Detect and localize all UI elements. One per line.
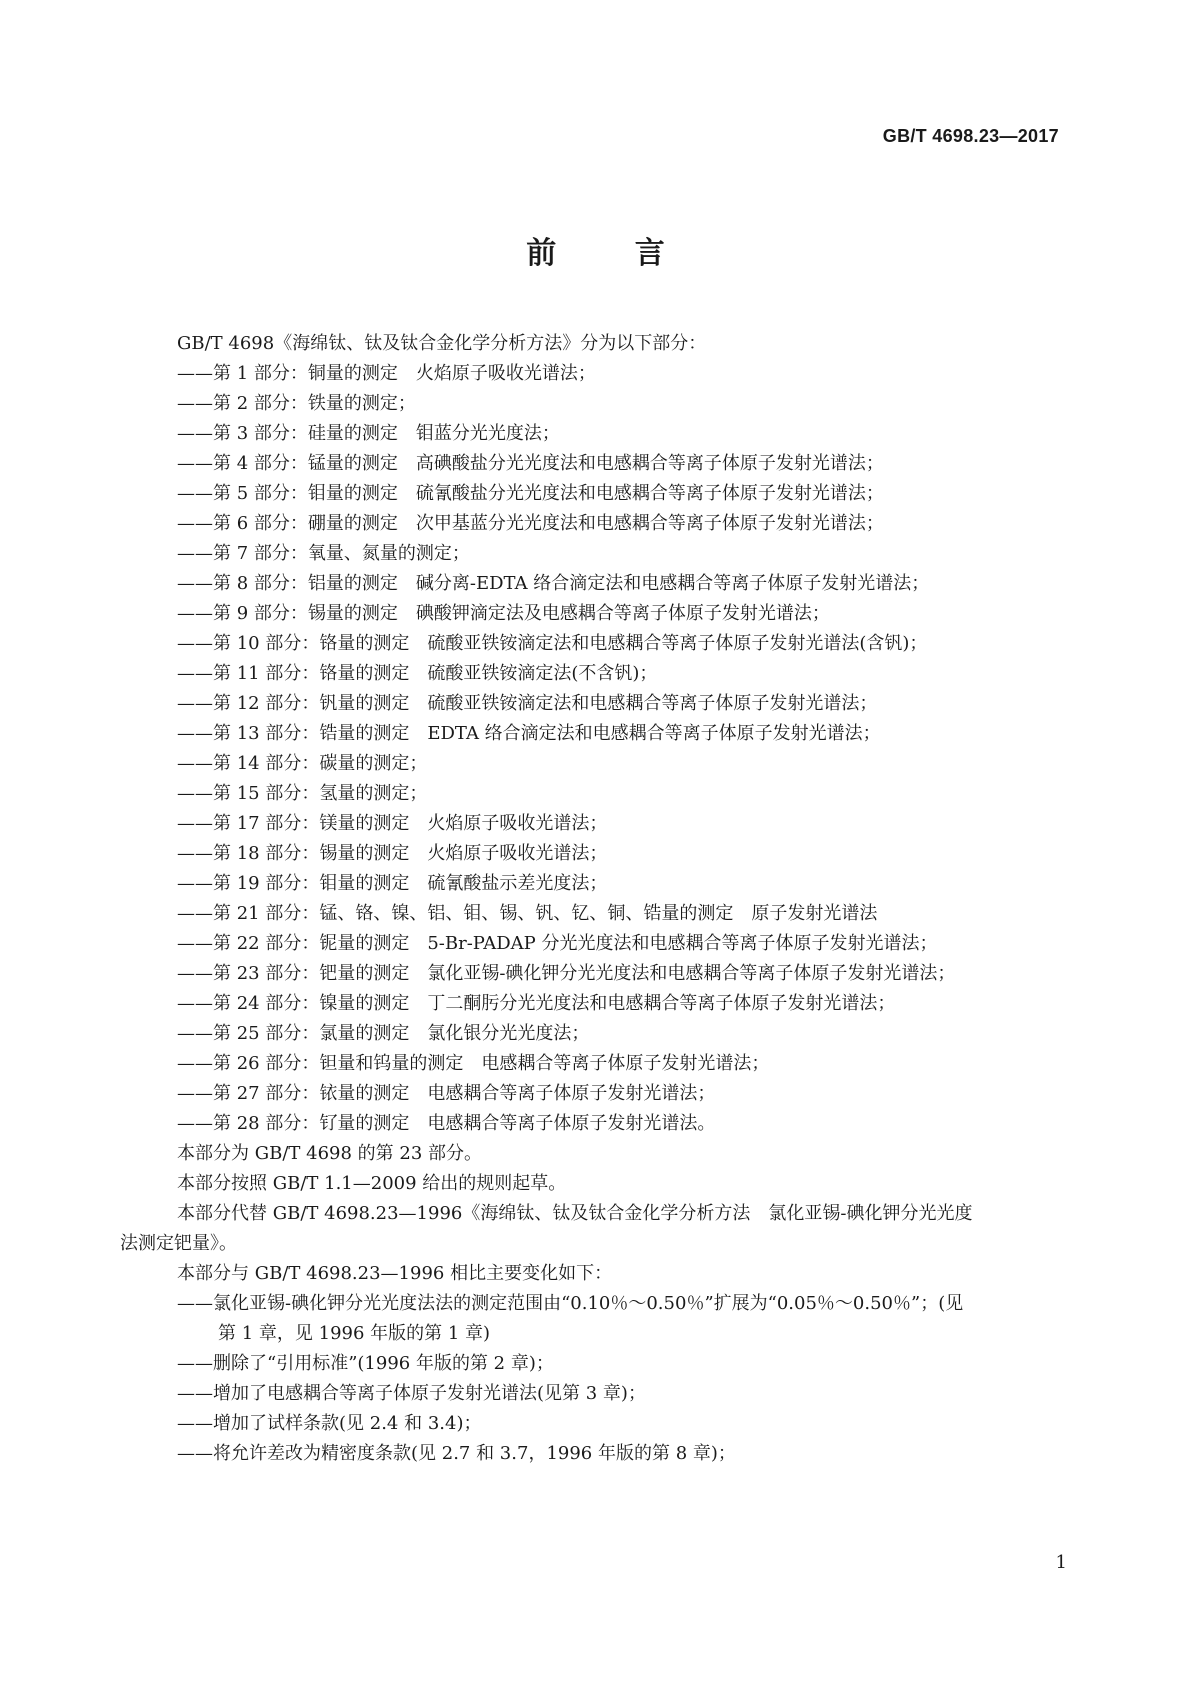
text-line: ——第 24 部分：镍量的测定 丁二酮肟分光光度法和电感耦合等离子体原子发射光谱法； xyxy=(177,993,896,1014)
text-line: ——增加了试样条款(见 2.4 和 3.4)； xyxy=(177,1413,482,1434)
text-line: ——第 2 部分：铁量的测定； xyxy=(177,393,416,414)
page-number: 1 xyxy=(1055,1552,1067,1573)
text-line: 本部分按照 GB/T 1.1—2009 给出的规则起草。 xyxy=(177,1173,567,1194)
text-line: ——第 11 部分：铬量的测定 硫酸亚铁铵滴定法(不含钒)； xyxy=(177,663,658,684)
text-line: ——第 3 部分：硅量的测定 钼蓝分光光度法； xyxy=(177,423,560,444)
text-line: ——第 22 部分：铌量的测定 5-Br-PADAP 分光光度法和电感耦合等离子体原子发射光谱法； xyxy=(177,933,938,954)
text-line: ——第 21 部分：锰、铬、镍、铝、钼、锡、钒、钇、铜、锆量的测定 原子发射光谱法 xyxy=(177,903,878,924)
text-line: ——第 13 部分：锆量的测定 EDTA 络合滴定法和电感耦合等离子体原子发射光谱法； xyxy=(177,723,881,744)
text-line: ——将允许差改为精密度条款(见 2.7 和 3.7，1996 年版的第 8 章)； xyxy=(177,1443,736,1464)
text-line: 法测定钯量》。 xyxy=(120,1233,237,1254)
text-line: ——第 1 部分：铜量的测定 火焰原子吸收光谱法； xyxy=(177,363,596,384)
text-line: 本部分代替 GB/T 4698.23—1996《海绵钛、钛及钛合金化学分析方法 氯化亚锡-碘化钾分光光度 xyxy=(177,1203,973,1224)
text-line: ——第 15 部分：氢量的测定； xyxy=(177,783,428,804)
text-line: ——第 14 部分：碳量的测定； xyxy=(177,753,428,774)
text-line: ——第 10 部分：铬量的测定 硫酸亚铁铵滴定法和电感耦合等离子体原子发射光谱法(含钒)； xyxy=(177,633,928,654)
text-line: GB/T 4698《海绵钛、钛及钛合金化学分析方法》分为以下部分： xyxy=(177,333,707,354)
page-title: 前 言 xyxy=(526,236,699,271)
text-line: ——第 17 部分：镁量的测定 火焰原子吸收光谱法； xyxy=(177,813,608,834)
text-line: 本部分为 GB/T 4698 的第 23 部分。 xyxy=(177,1143,482,1164)
text-line: ——氯化亚锡-碘化钾分光光度法法的测定范围由“0.10％～0.50％”扩展为“0.05％～0.50％”；(见 xyxy=(177,1293,964,1314)
text-line: 第 1 章，见 1996 年版的第 1 章) xyxy=(218,1323,491,1344)
text-line: ——第 18 部分：锡量的测定 火焰原子吸收光谱法； xyxy=(177,843,608,864)
text-line: ——第 6 部分：硼量的测定 次甲基蓝分光光度法和电感耦合等离子体原子发射光谱法； xyxy=(177,513,884,534)
text-line: ——第 26 部分：钽量和钨量的测定 电感耦合等离子体原子发射光谱法； xyxy=(177,1053,770,1074)
text-line: ——第 25 部分：氯量的测定 氯化银分光光度法； xyxy=(177,1023,590,1044)
document-body xyxy=(120,329,1066,1469)
text-line: ——第 8 部分：铝量的测定 碱分离-EDTA 络合滴定法和电感耦合等离子体原子发射光谱法； xyxy=(177,573,930,594)
text-line: ——第 19 部分：钼量的测定 硫氰酸盐示差光度法； xyxy=(177,873,608,894)
text-line: ——第 7 部分：氧量、氮量的测定； xyxy=(177,543,470,564)
text-line: ——第 9 部分：锡量的测定 碘酸钾滴定法及电感耦合等离子体原子发射光谱法； xyxy=(177,603,830,624)
text-line: ——增加了电感耦合等离子体原子发射光谱法(见第 3 章)； xyxy=(177,1383,646,1404)
text-line: 本部分与 GB/T 4698.23—1996 相比主要变化如下： xyxy=(177,1263,613,1284)
text-line: ——第 23 部分：钯量的测定 氯化亚锡-碘化钾分光光度法和电感耦合等离子体原子发射光谱法； xyxy=(177,963,956,984)
standard-code: GB/T 4698.23—2017 xyxy=(882,126,1059,146)
text-line: ——第 5 部分：钼量的测定 硫氰酸盐分光光度法和电感耦合等离子体原子发射光谱法； xyxy=(177,483,884,504)
text-line: ——第 12 部分：钒量的测定 硫酸亚铁铵滴定法和电感耦合等离子体原子发射光谱法； xyxy=(177,693,878,714)
text-line: ——第 4 部分：锰量的测定 高碘酸盐分光光度法和电感耦合等离子体原子发射光谱法； xyxy=(177,453,884,474)
text-line: ——第 28 部分：钌量的测定 电感耦合等离子体原子发射光谱法。 xyxy=(177,1113,716,1134)
text-line: ——删除了“引用标准”(1996 年版的第 2 章)； xyxy=(177,1353,554,1374)
text-line: ——第 27 部分：铱量的测定 电感耦合等离子体原子发射光谱法； xyxy=(177,1083,716,1104)
